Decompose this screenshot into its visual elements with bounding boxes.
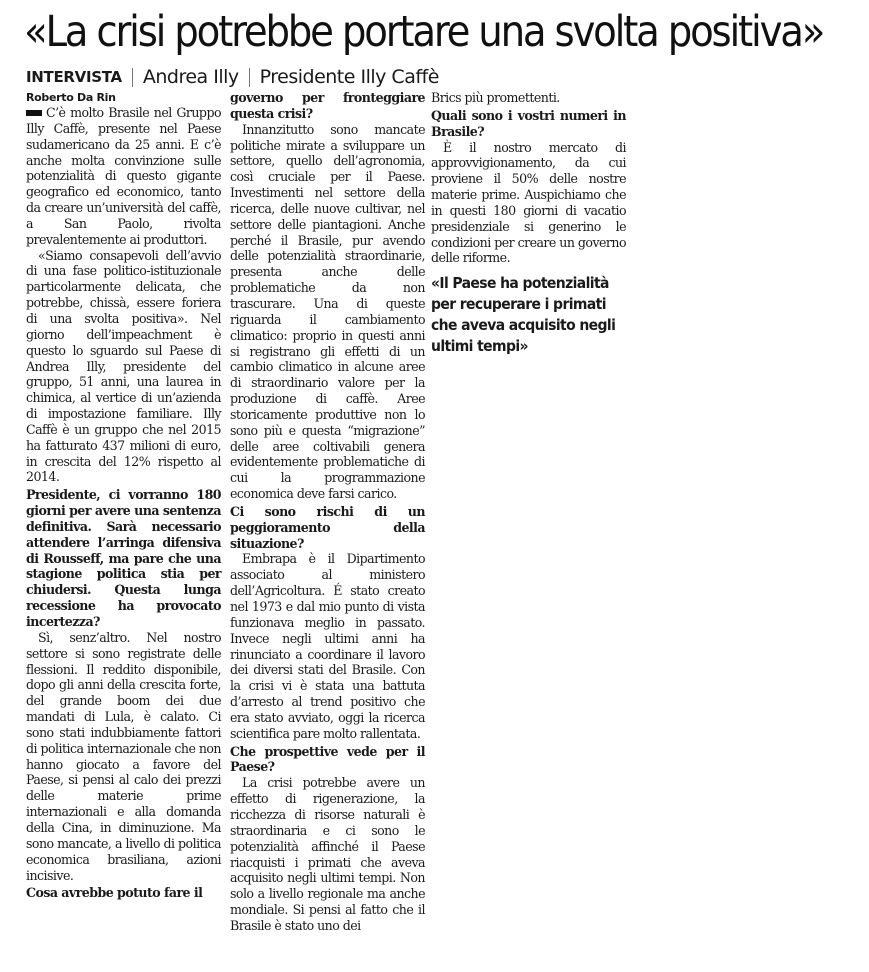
interview-question: Quali sono i vostri numeri in Brasile? [431,107,626,139]
paragraph-continued: Brics più promettenti. [431,90,560,105]
interview-answer: Innanzitutto sono mancate politiche mirate a sviluppare un settore, quello dell’agronomia, così cruciale per il Paese. Investimenti nel settore della ricerca, delle nuove cultivar, nel settore delle piantagioni. Anche perché il Brasile, pur avendo delle potenzialità straordinarie, presenta anche delle problematiche da non trascurare. Una di queste riguarda il cambiamento climatico: proprio in questi anni si registrano gli effetti di un cambio climatico in alcune aree di straordinario valore per la produzione di caffè. Aree storicamente produttive non lo sono più e questa “migrazione” delle aree coltivabili genera evidentemente problematiche di cui la programmazione economica deve farsi carico. [230,121,425,502]
section-kicker: INTERVISTA [26,68,122,86]
pull-quote: «Il Paese ha potenzialità per recuperare i primati che aveva acquisito negli ultimi tempi» [431,274,616,356]
subhead-divider [249,68,250,87]
interviewee-role: Presidente Illy Caffè [259,66,439,88]
interview-question: Che prospettive vede per il Paese? [230,743,425,775]
subhead-divider [132,68,133,87]
paragraph-text: C’è molto Brasile nel Gruppo Illy Caffè, presente nel Paese sudamericano da 25 anni. E c’è anche molta convinzione sulle potenzialità di questo gigante geografico ed economico, tanto da creare un’università del caffè, a San Paolo, rivolta prevalentemente ai produttori. [26,105,221,247]
article-column-1 [26,90,221,901]
interview-question: Presidente, ci vorranno 180 giorni per avere una sentenza definitiva. Sarà necessario attendere l’arringa difensiva di Rousseff, ma pare che una stagione politica stia per chiudersi. Questa lunga recessione ha provocato incertezza? [26,487,221,629]
interview-answer: Embrapa è il Dipartimento associato al ministero dell’Agricoltura. É stato creato nel 1973 e dal mio punto di vista funzionava meglio in passato. Invece negli ultimi anni ha rinunciato a coordinare il lavoro dei diversi stati del Brasile. Con la crisi vi è stata una battuta d’arresto al trend positivo che era stato avviato, oggi la ricerca scientifica pare molto rallentata. [230,551,425,741]
interview-answer: È il nostro mercato di approvvigionamento, da cui proviene il 50% delle nostre materie prime. Auspichiamo che in questi 180 giorni di vacatio presidenziale si generino le condizioni per creare un governo delle riforme. [431,139,626,266]
interviewee-name: Andrea Illy [142,66,239,88]
byline: Roberto Da Rin [26,91,116,104]
lead-marker [26,110,42,116]
interview-question: Cosa avrebbe potuto fare il [26,885,203,901]
lead-paragraph [26,105,221,248]
interview-answer: Sì, senz’altro. Nel nostro settore si sono registrate delle flessioni. Il reddito disponibile, dopo gli anni della crescita forte, del grande boom dei due mandati di Lula, è calato. Ci sono stati indubbiamente fattori di politica internazionale che non hanno giocato a favore del Paese, si pensi al calo dei prezzi delle materie prime internazionali e alla domanda della Cina, in diminuzione. Ma sono mancate, a livello di politica economica brasiliana, azioni incisive. [26,629,221,883]
interview-question-continued: governo per fronteggiare questa crisi? [230,90,425,121]
paragraph: «Siamo consapevoli dell’avvio di una fase politico-istituzionale particolarmente delicata, che potrebbe, chissà, essere foriera di una svolta positiva». Nel giorno dell’impeachment è questo lo sguardo sul Paese di Andrea Illy, presidente del gruppo, 51 anni, una laurea in chimica, al vertice di un’azienda di impostazione familiare. Illy Caffè è un gruppo che nel 2015 ha fatturato 437 milioni di euro, in crescita del 12% rispetto al 2014. [26,247,221,485]
interview-question: Ci sono rischi di un peggioramento della situazione? [230,503,425,551]
interview-answer: La crisi potrebbe avere un effetto di rigenerazione, la ricchezza di risorse naturali è straordinaria e ci sono le potenzialità affinché il Paese riacquisti i primati che aveva acquisito negli ultimi tempi. Non solo a livello regionale ma anche mondiale. Si pensi al fatto che il Brasile è stato uno dei [230,775,425,933]
article-column-2 [230,90,425,934]
article-column-3 [431,90,626,357]
headline: «La crisi potrebbe portare una svolta positiva» [24,7,824,57]
article-subhead [26,64,439,90]
